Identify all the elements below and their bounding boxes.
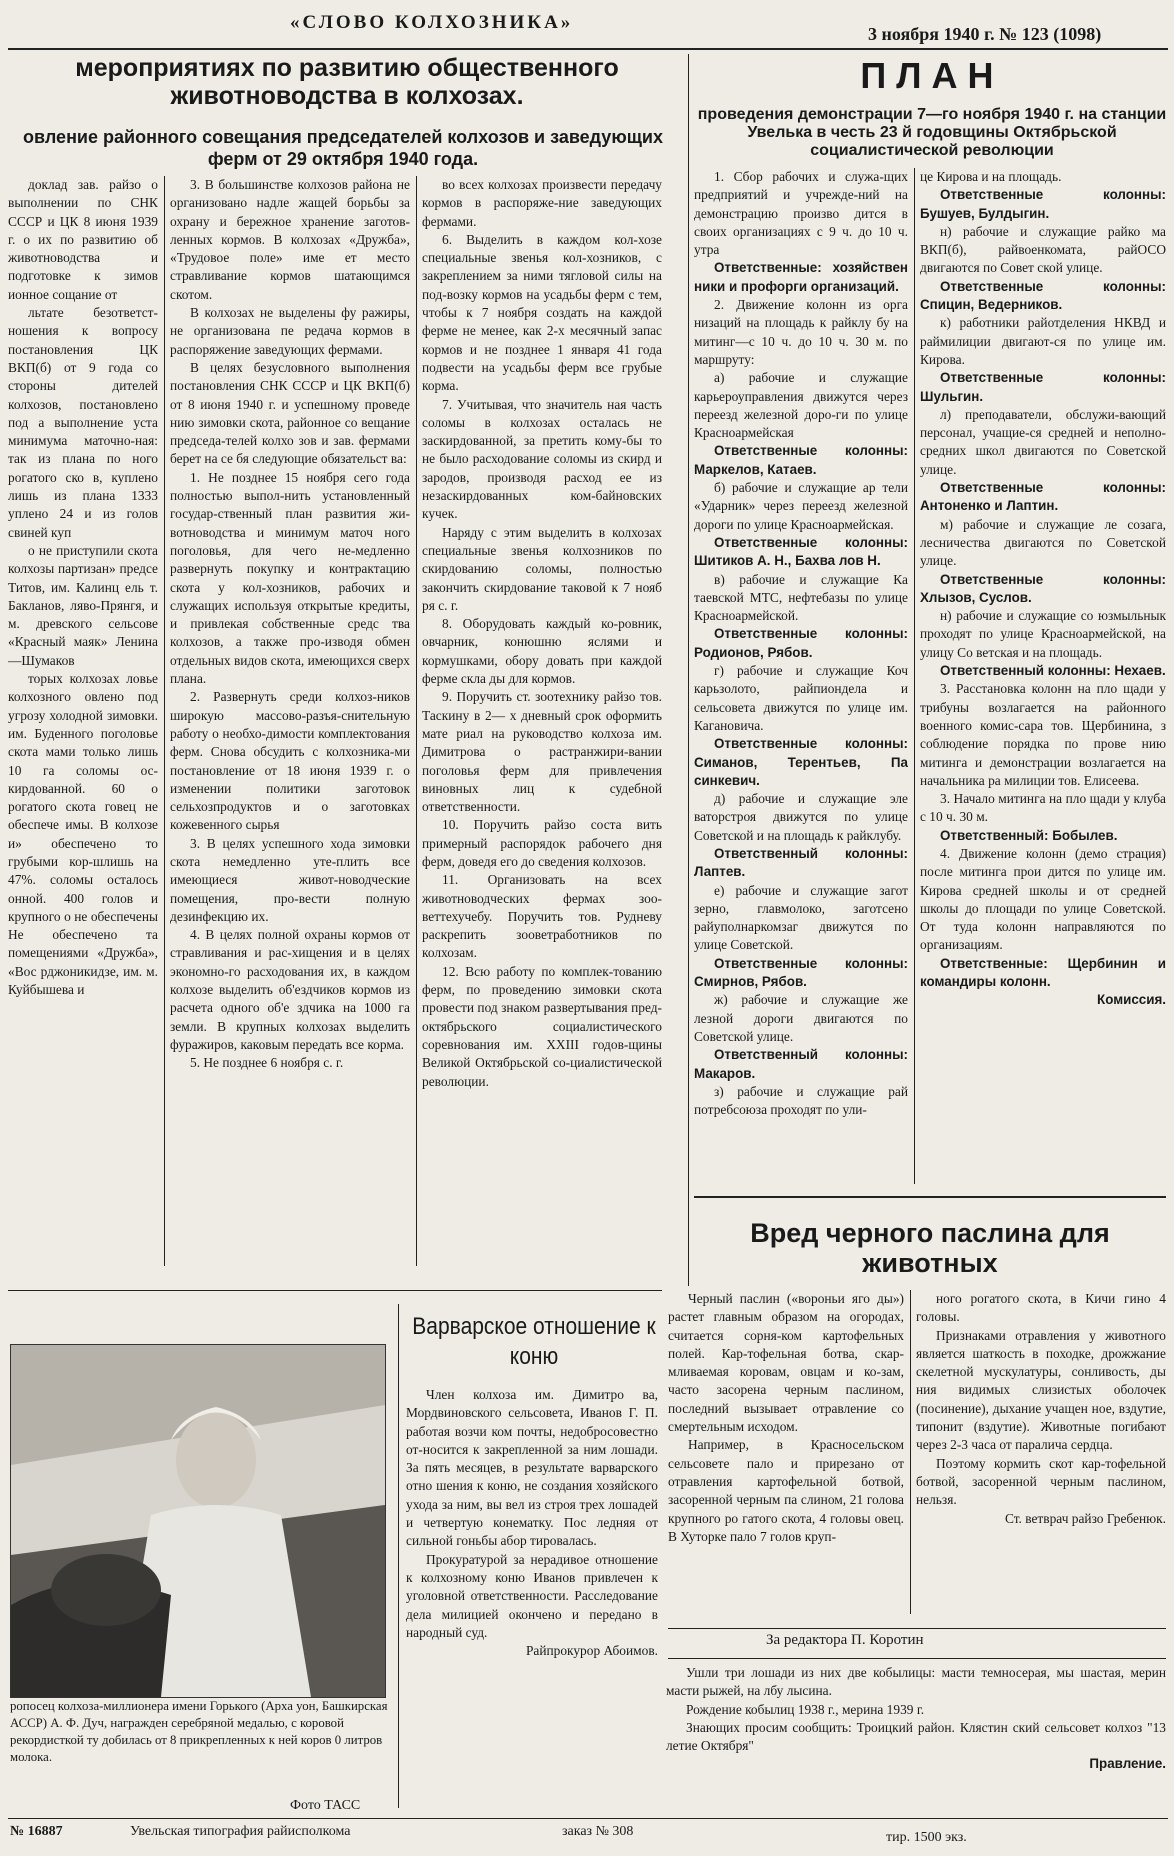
paragraph: л) преподаватели, обслужи-вающий персонал, учащие-ся средней и неполно-средних школ двигаются по Советской улице.: [920, 406, 1166, 477]
paragraph: Наряду с этим выделить в колхозах специальные звенья колхозников по скирдованию соломы, полностью закончить скирдование таковой к 7 нояб ря с. г.: [422, 524, 662, 613]
paragraph: 8. Оборудовать каждый ко-ровник, овчарник, конюшню яслями и кормушками, обору довать при каждой ферме скла ды для кормов.: [422, 616, 662, 687]
paragraph: 12. Всю работу по комплек-тованию ферм, по проведению зимовки скота провести под знаком развертывания пред-октябрьского социалистического соревнования им. XXIII годов-щины Великой Октябрьской со-циалистической революции.: [422, 963, 662, 1089]
paragraph: 7. Учитывая, что значитель ная часть соломы в колхозах осталась не заскирдованной, за претить кому-бы то не было расходование соломы из скирд и зародов, производя расход ее из незаскирдованных ком-байновских кучек.: [422, 396, 662, 522]
paragraph: Прокуратурой за нерадивое отношение к колхозному коню Иванов привлечен к уголовной ответственности. Расследование дела милицией окончено и передано в народный суд.: [406, 1551, 658, 1640]
paragraph: Член колхоза им. Димитро ва, Мордвиновского сельсовета, Иванов Г. П. работая возчи ком почты, недобросовестно от-носится к закрепленной за ним лошади. За пять месяцев, в результате варварского отно шения к коню, не создания хозяйского ухода за ним, вы вел из строя трех лошадей и четвертую конематку. Пос ледняя от сильной гоньбы абор тировалась.: [406, 1387, 658, 1549]
paragraph: з) рабочие и служащие рай потребсоюза проходят по ули-: [694, 1083, 908, 1118]
paragraph: 2. Развернуть среди колхоз-ников широкую массово-разъя-снительную работу о необхо-димости комплектования ферм. Снова обсудить с колхозника-ми постановление от 18 июня 1939 г. о изменении политики заготовок сельхозпродуктов и о заготовках кожевенного сырья: [170, 689, 410, 833]
responsible-line: Ответственные колонны: Хлызов, Суслов.: [920, 571, 1166, 605]
paragraph: торых колхозах ловье колхозного овлено под угрозу холодной зимовки. им. Буденного поголовье скота мами только лишь 10 га соломы ос-кирдованной. 60 о рогатого скота говец не обеспече имы. В колхозе и» обеспечено то грубыми кор-шлишь на 47%. соломы осталось онной. 400 голов и крупного о не обеспечены Не обеспечено та помещениями «Дружба», «Вос рджоникидзе, им. м. Куйбышева и: [8, 671, 158, 998]
responsible-line: Ответственные: Щербинин и командиры колонн.: [920, 955, 1166, 990]
paragraph: це Кирова и на площадь.: [920, 169, 1062, 184]
paragraph: доклад зав. райзо о выполнении по СНК СССР и ЦК 8 июня 1939 г. о их по развитию об животноводства и подготовке к зимов ионное сощание от: [8, 177, 158, 302]
responsible-line: Ответственные колонны: Шульгин.: [920, 370, 1166, 404]
footer-circulation: тир. 1500 экз.: [886, 1830, 967, 1845]
paragraph: в) рабочие и служащие Ка таевской МТС, нефтебазы по улице Красноармейской.: [694, 571, 908, 624]
paragraph: 6. Выделить в каждом кол-хозе специальные звенья кол-хозников, с закреплением за ними тягловой силы на под-возку кормов на усадьбы ферм с тем, чтобы к 7 ноября создать на каждой ферме не менее, как 2-х месячный запас кормов и не позднее 1 января 41 года подвести на усадьбы ферм все грубые корма.: [422, 231, 662, 394]
left-col-3: [422, 176, 662, 1266]
col-divider: [164, 176, 165, 1266]
paragraph: 4. Движение колонн (демо страция) после митинга прои дится по улице им. Кирова средней школы и от средней школы до площади по улице Советской. От туда колонн направляются по организациям.: [920, 845, 1166, 953]
photo-illustration: [11, 1345, 385, 1697]
varvar-signature: Райпрокурор Абоимов.: [525, 1643, 658, 1659]
left-col-2: [170, 176, 410, 1266]
left-headline: мероприятиях по развитию общественного животноводства в колхозах.: [75, 54, 619, 110]
paragraph: В колхозах не выделены фу ражиры, не организована пе редача кормов в распоряжение заведующих фермами.: [170, 305, 410, 357]
plan-col-1: [694, 168, 908, 1184]
varvar-headline: Варварское отношение к коню: [412, 1313, 656, 1370]
varvar-body: [406, 1386, 658, 1816]
paragraph: д) рабочие и служащие эле ваторстроя движутся по улице Советской и на площадь к райклубу.: [694, 791, 908, 843]
paragraph: Черный паслин («вороньи яго ды») растет главным образом на огородах, считается сорня-ком картофельных полей. Кар-тофельная ботва, скар-мливаемая коровам, овцам и ко-зам, часто засорена черным паслином, последний вызывает отравление со смертельным исходом.: [668, 1291, 904, 1435]
masthead-rule: [8, 48, 1168, 50]
paragraph: 2. Движение колонн из орга низаций на площадь к райклу бу на митинг—с 10 ч. до 10 ч. 30 м. по маршруту:: [694, 297, 908, 367]
paragraph: 1. Сбор рабочих и служа-щих предприятий и учрежде-ний на демонстрацию произво дится в своих организациях с 9 ч. до 10 ч. утра: [694, 169, 908, 258]
paragraph: е) рабочие и служащие загот зерно, главмолоко, заготсено райуполнаркомзаг движутся по улице Советской.: [694, 882, 908, 953]
responsible-line: Ответственный: Бобылев.: [940, 827, 1118, 843]
responsible-line: Ответственные колонны: Маркелов, Катаев.: [694, 443, 908, 477]
section-rule: [8, 1290, 662, 1291]
paragraph: 11. Организовать на всех животноводческих фермах зоо-веттехучебу. Поручить тов. Рудневу раскрепить зооветработников по колхозам.: [422, 872, 662, 961]
paragraph: 10. Поручить райзо соста вить примерный распорядок рабочего дня ферм, доведя его до сведения колхозов.: [422, 817, 662, 869]
signature: Комиссия.: [1097, 992, 1166, 1008]
responsible-line: Ответственные колонны: Симанов, Терентьев, Па синкевич.: [694, 736, 908, 788]
paragraph: ж) рабочие и служащие же лезной дороги двигаются по Советской улице.: [694, 992, 908, 1044]
footer-number: № 16887: [10, 1824, 63, 1839]
photo-caption: ропосец колхоза-миллионера имени Горького (Арха уон, Башкирская АССР) А. Ф. Дуч, награжден серебряной медалью, с коровой рекордисткой ту добилась от 8 прикрепленных к ней коров 0 литров молока.: [10, 1699, 388, 1764]
paragraph: Рождение кобылиц 1938 г., мерина 1939 г.: [686, 1701, 925, 1717]
paragraph: 5. Не позднее 6 ноября с. г.: [190, 1055, 344, 1071]
vred-headline: Вред черного паслина для животных: [750, 1218, 1110, 1278]
paragraph: б) рабочие и служащие ар тели «Ударник» через переезд железной дороги по улице Красноармейская.: [694, 480, 908, 532]
masthead-title: «СЛОВО КОЛХОЗНИКА»: [290, 12, 574, 33]
footer-printer: Увельская типография райисполкома: [130, 1824, 351, 1839]
paragraph: Знающих просим сообщить: Троицкий район. Клястин ский сельсовет колхоз "13 летие Октября": [666, 1719, 1166, 1754]
paragraph: г) рабочие и служащие Коч карьзолото, райпиондела и сельсовета движутся по улице им. Кагановича.: [694, 663, 908, 733]
col-divider: [688, 54, 689, 1286]
notice-signature: Правление.: [1089, 1756, 1166, 1772]
responsible-line: Ответственный колонны: Лаптев.: [694, 845, 908, 880]
paragraph: Поэтому кормить скот кар-тофельной ботвой, засоренной черным паслином, нельзя.: [916, 1455, 1166, 1508]
paragraph: Признаками отравления у животного является шаткость в походке, дрожжание скелетной мускулатуры, сонливость, ды ния видимых слизистых оболочек (посинение), дыхание учащен ное, вздутие, типонит (вздутие). Животные погибают через 2-3 часа от паралича сердца.: [916, 1327, 1166, 1453]
plan-subheadline: проведения демонстрации 7—го ноября 1940 г. на станции Увелька в честь 23 й годовщины Октябрьской социалистической революции: [697, 106, 1167, 159]
paragraph: Ушли три лошади из них две кобылицы: масти темносерая, мы шастая, мерин масти рыжей, на лбу лысина.: [666, 1665, 1166, 1699]
col-divider: [910, 1290, 911, 1614]
lost-horses-notice: [666, 1664, 1166, 1814]
section-rule: [694, 1196, 1166, 1198]
responsible-line: Ответственный колонны: Макаров.: [694, 1047, 908, 1081]
responsible-line: Ответственные колонны: Антоненко и Лаптин.: [920, 480, 1166, 514]
paragraph: В целях безусловного выполнения постановления СНК СССР и ЦК ВКП(б) от 8 июня 1940 г. и успешному проведе нию зимовки скота, районное со вещание председа-телей колхо зов и зав. фермами берет на се бя следующие обязательст ва:: [170, 359, 410, 467]
paragraph: о не приступили скота колхозы партизан» предсе Титов, им. Калинц ель т. Бакланов, ляво-Прянгя, и м. древского сельсове «Красный маяк» Ленина—Шумаков: [8, 542, 158, 668]
photo-credit: Фото ТАСС: [290, 1798, 361, 1813]
photo-milkmaid-with-cow: [10, 1344, 386, 1698]
footer-rule: [8, 1818, 1168, 1819]
col-divider: [914, 168, 915, 1184]
paragraph: 3. Расстановка колонн на пло щади у трибуны возлагается на районного военного комис-сара тов. Щербинина, з соблюдение порядка по прове нию митинга и демонстрации возлагается на начальника ра милиции тов. Елисеева.: [920, 681, 1166, 788]
paragraph: 3. В целях успешного хода зимовки скота немедленно уте-плить все имеющиеся живот-новодческие помещения, про-вести полную дезинфекцию их.: [170, 835, 410, 924]
paragraph: льтате безответст-ношения к вопросу постановления ЦК ВКП(б) от 9 года со стороны дителей колхозов, постановлено под а выполнение уста минимума маточно-ная: так из плана по ного рогатого ско в, куплено лишь из плана 1333 уплено 24 и из голов свиней куп: [8, 305, 158, 540]
paragraph: ного рогатого скота, в Кичи гино 4 головы.: [916, 1291, 1166, 1325]
paragraph: 3. Начало митинга на пло щади у клуба с 10 ч. 30 м.: [920, 791, 1166, 825]
plan-col-2: [920, 168, 1166, 1184]
col-divider: [416, 176, 417, 1266]
paragraph: Например, в Красносельском сельсовете пало и прирезано от отравления картофельной ботвой, засоренной черным па слином, 21 голова крупного ро гатого скота, 4 головы овец. В Хуторке пало 7 голов круп-: [668, 1437, 904, 1544]
left-col-1: [8, 176, 158, 1266]
vred-col-2: [916, 1290, 1166, 1620]
section-rule: [668, 1628, 1166, 1629]
paragraph: к) работники райотделения НКВД и раймилиции двигают-ся по улице им. Кирова.: [920, 315, 1166, 367]
left-subheadline: овление районного совещания председателей колхозов и заведующих ферм от 29 октября 1940 года.: [23, 127, 663, 169]
paragraph: во всех колхозах произвести передачу кормов в распоряже-ние заведующих фермами.: [422, 177, 662, 229]
responsible-line: Ответственные колонны: Спицин, Ведерников.: [920, 278, 1166, 313]
responsible-line: Ответственные колонны: Родионов, Рябов.: [694, 626, 908, 660]
section-rule: [668, 1658, 1166, 1659]
plan-headline: ПЛАН: [860, 55, 1004, 96]
paragraph: 9. Поручить ст. зоотехнику райзо тов. Таскину в 2— х дневный срок оформить мате риал на руководство колхоза им. Димитрова о растранжири-вании поголовья ферм для привлечения виновных лиц к судебной ответственности.: [422, 689, 662, 815]
responsible-line: Ответственный колонны: Нехаев.: [940, 663, 1166, 679]
paragraph: 4. В целях полной охраны кормов от стравливания и рас-хищения и в целях экономно-го расходования их, в каждом колхозе выделить об'ездчиков кормов из расчета одного об'е здчика на 1000 га земли. В крупных колхозах выделить фуражиров, каковым передать все корма.: [170, 927, 410, 1052]
paragraph: 1. Не позднее 15 ноября сего года полностью выпол-нить установленный государ-ственный план развития жи-вотноводства и минимум маточ ного поголовья, для чего не-медленно развернуть покупку и контрактацию скота у кол-хозников, рабочих и служащих используя открытые кредиты, и привлекая собственные средс тва колхозов, а также про-изводя обмен отдельных видов скота, имеющихся сверх плана.: [170, 469, 410, 687]
paragraph: н) рабочие и служащие со юзмыльнык проходят по улице Красноармейской, на улицу Со ветская и на площадь.: [920, 608, 1166, 660]
responsible-line: Ответственные колонны: Бушуев, Булдыгин.: [920, 187, 1166, 221]
responsible-line: Ответственные колонны: Смирнов, Рябов.: [694, 955, 908, 990]
editor-line: За редактора П. Коротин: [766, 1632, 924, 1648]
vred-col-1: [668, 1290, 904, 1614]
responsible-line: Ответственные: хозяйствен ники и профорги организаций.: [694, 260, 908, 294]
responsible-line: Ответственные колонны: Шитиков А. Н., Бахва лов Н.: [694, 534, 908, 569]
paragraph: 3. В большинстве колхозов района не организовано надле жащей борьбы за охрану и бережное хранение заготов-ленных кормов. В колхозах «Дружба», «Трудовое поле» име ет место стравливание кормов шатающимся скотом.: [170, 177, 410, 302]
footer-order: заказ № 308: [562, 1824, 634, 1839]
paragraph: а) рабочие и служащие карьероуправления движутся через переезд железной доро-ги по улице Красноармейская: [694, 370, 908, 441]
paragraph: н) рабочие и служащие райко ма ВКП(б), райвоенкомата, райОСО двигаются по Совет ской улице.: [920, 223, 1166, 276]
col-divider: [398, 1304, 399, 1808]
vred-signature: Ст. ветврач райзо Гребенюк.: [1004, 1510, 1166, 1526]
masthead-date: 3 ноября 1940 г. № 123 (1098): [868, 24, 1102, 44]
paragraph: м) рабочие и служащие ле созага, лесничества двигаются по Советской улице.: [920, 516, 1166, 569]
